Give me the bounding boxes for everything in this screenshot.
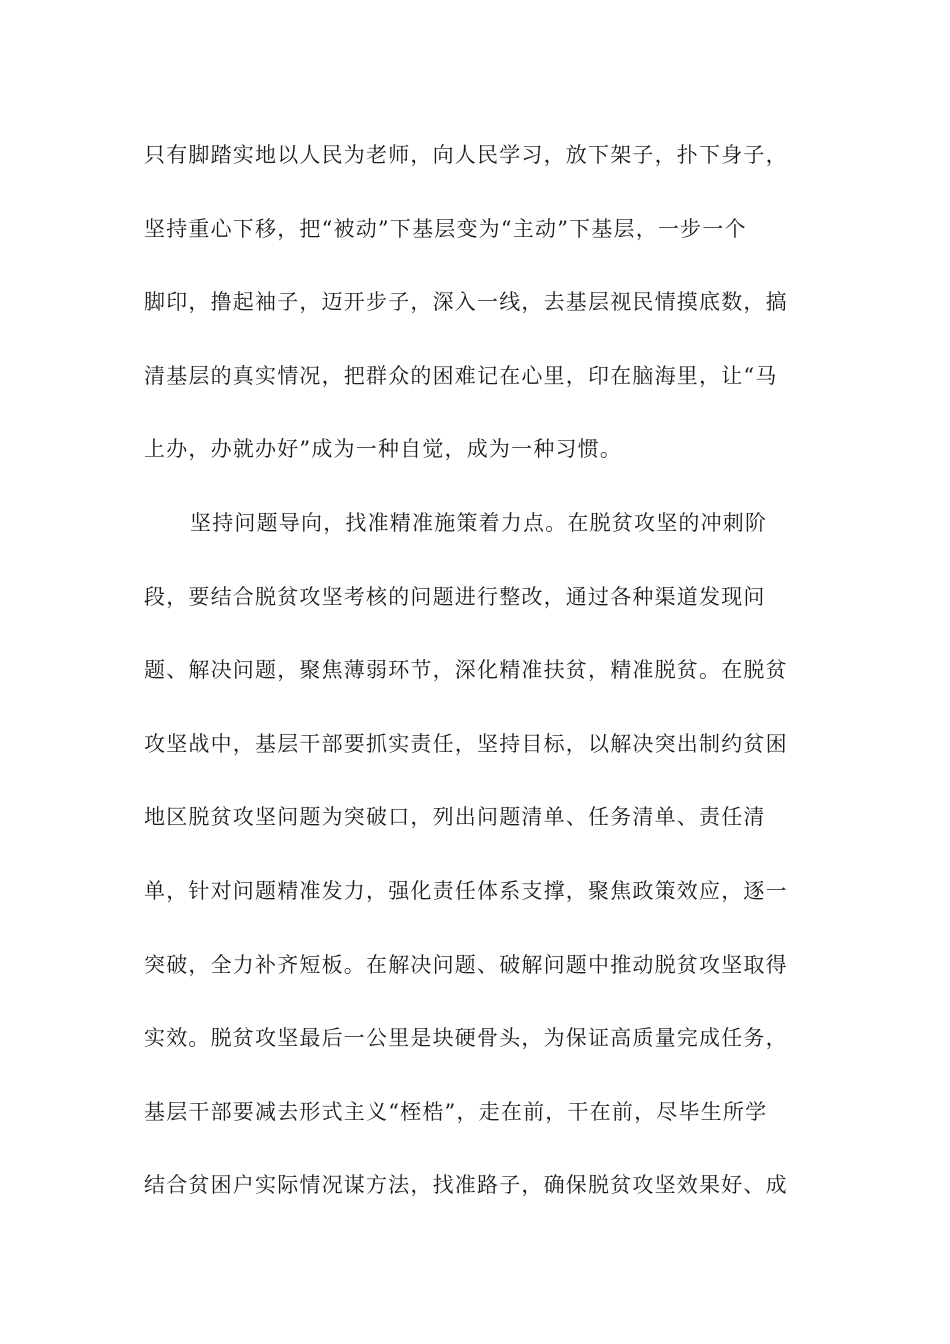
text-line: 题、解决问题，聚焦薄弱环节，深化精准扶贫，精准脱贫。在脱贫 <box>144 658 788 683</box>
text-line: 段，要结合脱贫攻坚考核的问题进行整改，通过各种渠道发现问 <box>144 584 766 609</box>
text-line: 清基层的真实情况，把群众的困难记在心里，印在脑海里，让“马 <box>144 363 778 388</box>
text-line: 突破，全力补齐短板。在解决问题、破解问题中推动脱贫攻坚取得 <box>144 952 788 977</box>
text-line: 单，针对问题精准发力，强化责任体系支撑，聚焦政策效应，逐一 <box>144 878 788 903</box>
paragraph-first-line: 坚持问题导向，找准精准施策着力点。在脱贫攻坚的冲刺阶 <box>190 510 768 535</box>
text-line: 结合贫困户实际情况谋方法，找准路子，确保脱贫攻坚效果好、成 <box>144 1173 788 1198</box>
text-line: 坚持重心下移，把“被动”下基层变为“主动”下基层，一步一个 <box>144 216 747 241</box>
text-line: 实效。脱贫攻坚最后一公里是块硬骨头，为保证高质量完成任务， <box>144 1026 788 1051</box>
text-line: 地区脱贫攻坚问题为突破口，列出问题清单、任务清单、责任清 <box>144 805 766 830</box>
text-line: 脚印，撸起袖子，迈开步子，深入一线，去基层视民情摸底数，搞 <box>144 290 788 315</box>
body-text <box>144 134 804 1238</box>
text-line: 只有脚踏实地以人民为老师，向人民学习，放下架子，扑下身子， <box>144 143 788 167</box>
text-line: 攻坚战中，基层干部要抓实责任，坚持目标，以解决突出制约贫困 <box>144 731 788 756</box>
text-line: 基层干部要减去形式主义“桎梏”，走在前，干在前，尽毕生所学 <box>144 1099 768 1124</box>
text-line: 上办，办就办好”成为一种自觉，成为一种习惯。 <box>144 437 623 462</box>
